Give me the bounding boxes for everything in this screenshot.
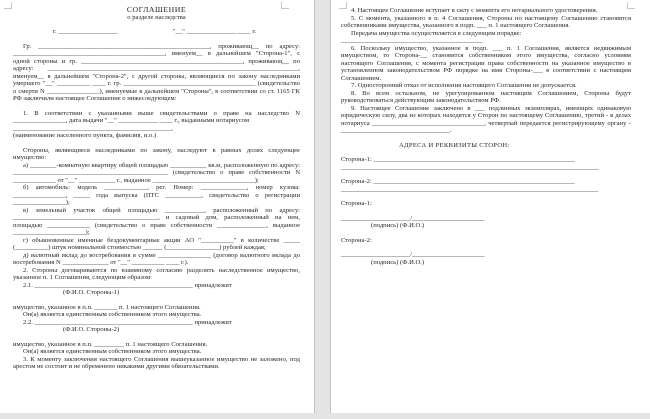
spacer (13, 103, 300, 110)
paragraph: Сторона-1: _____________________________________________________________ (341, 156, 575, 163)
paragraph: 4. Настоящее Соглашение вступает в силу с момента его нотариального удостоверения. (351, 7, 598, 14)
paragraph: 9. Настоящее Соглашение заключено в ___ подлинных экземплярах, имеющих одинаковую юридическую силу, два из которых находятся у Сторон по настоящему Соглашению, третий - в делах нотариуса __________________________________, четвертый передается регистрирующему органу - _________________________________. (341, 104, 631, 134)
paragraph: 1. В соответствии с указанными выше свидетельствами о праве на наследство N ________________, дата выдачи "__" ____________ ____ г., выданными нотариусом (13, 109, 300, 124)
paragraph: 2.2. ________________________________________________ принадлежит (23, 318, 232, 326)
spacer (341, 208, 631, 215)
spacer (341, 230, 631, 237)
blank-line: ______________________________________________________________________________ (341, 185, 599, 193)
field-caption: (подпись) (Ф.И.О.) (371, 222, 425, 229)
field-caption: (наименование населенного пункта, фамилия, и.о.) (13, 132, 157, 139)
paragraph: 5. С момента, указанного в п. 4 Соглашения, Стороны по настоящему Соглашению становятся собственниками имущества, указанного в подп. ___ п. 1 настоящего Соглашения. (341, 14, 631, 29)
spacer (13, 140, 300, 147)
signature-line: _____________________/______________________ (341, 214, 485, 222)
blank-line: ___________________________________________ (341, 37, 483, 44)
date-blank: "__" _______________ ____ г. (172, 28, 256, 35)
section-heading: АДРЕСА И РЕКВИЗИТЫ СТОРОН: (399, 141, 510, 149)
paragraph: 8. Во всем остальном, не урегулированном настоящим Соглашением, Стороны будут руководствоваться действующим законодательством РФ. (341, 89, 631, 104)
text-boundary-crop-mark (281, 2, 289, 9)
paragraph: в) земельный участок общей площадью ____________, расположенный по адресу: ____________________________________________, и садовый дом, расположенный на нем, площадью _____________ (свидетельство о праве собственности _______________, выданное ______________________); (13, 206, 300, 236)
spacer (13, 21, 300, 28)
spacer (13, 297, 300, 304)
spacer (13, 334, 300, 341)
field-caption: (подпись) (Ф.И.О.) (371, 258, 425, 266)
spacer (341, 193, 631, 200)
text-boundary-crop-mark (339, 2, 347, 9)
spacer (341, 171, 631, 178)
field-caption: (Ф.И.О. Стороны-2) (63, 326, 120, 333)
paragraph: Он(а) является единственным собственником этого имущества. (23, 311, 202, 318)
paragraph: Стороны, являющиеся наследниками по закону, наследуют в равных долях следующее имущество: (13, 146, 300, 161)
spacer (13, 36, 300, 43)
paragraph: 6. Поскольку имущество, указанное в подп. ___ п. 1 Соглашения, является недвижимым имуществом, то Сторона-__ становится собственником этого имущества, согласно условиям настоящего Соглашения, с момента регистрации права собственности на указанное имущество в установленном законодательством РФ порядке на имя Стороны-___ в соответствии с настоящим Соглашением. (341, 44, 631, 82)
paragraph: Сторона-1: (341, 200, 372, 207)
paragraph: Передача имущества осуществляется в следующем порядке: (351, 29, 522, 37)
doc-subtitle: о разделе наследства (127, 13, 186, 21)
document-page-1 (0, 0, 315, 413)
paragraph: б) автомобиль: модель _____________, рег. Номер: ______________, номер кузова: ________________, _____ года выпуска (ПТС ___________, свидетельство о регистрации ________________); (13, 184, 300, 206)
paragraph: г) обыкновенные именные бездокументарные акции АО "__________" в количестве _____ (__________) штук номинальной стоимостью ______ (________________) рублей каждая; (13, 236, 300, 251)
text-boundary-crop-mark (627, 2, 635, 9)
spacer (341, 149, 631, 156)
paragraph: имущество, указанное в п.п. _________ п. 1 настоящего Соглашения. (13, 340, 208, 348)
paragraph: имущество, указанное в п.п. _______ п. 1 настоящего Соглашения. (13, 303, 201, 311)
blank-line: ______________________________________________________________________________ (341, 163, 599, 171)
paragraph: 3. К моменту заключения настоящего Соглашения вышеуказанное имущество не заложено, под арестом не состоит и не обременено никакими другими обязательствами. (13, 355, 300, 370)
doc-title: СОГЛАШЕНИЕ (126, 5, 187, 14)
paragraph: 2. Стороны договариваются по взаимному согласию разделить наследственное имущество, указанное п. 1 Соглашения, следующим образом: (13, 266, 300, 281)
city-date-row (13, 28, 300, 36)
document-page-2 (330, 0, 650, 413)
paragraph: Сторона-2: _____________________________________________________________ (341, 178, 575, 185)
field-caption: (Ф.И.О. Стороны-1) (63, 289, 120, 296)
paragraph: д) валютный вклад до востребования в сумме ________________ (договор валютного вклада до востребования N ______________ от "__" __________ ____ г.). (13, 251, 300, 266)
text-boundary-crop-mark (4, 2, 12, 9)
blank-line: ________________________________________________, (13, 124, 173, 132)
paragraph: Гр. ____________________________________________________, проживающ__ по адресу: ______________________________________________, именуем__ в дальнейшем "Сторона-1", с одной стороны и гр. _________________________________________________, проживающ__ по адресу: ____________________________________________________________________________, именуем__ в дальнейшем "Сторона-2", с другой стороны, являющиеся по закону наследниками умершего "__" __________ ____ г. гр. ________________________________________ (свидетельство о смерти N ________________), именуемые в дальнейшем "Стороны", в соответствии со ст. 1165 ГК РФ заключили настоящее Соглашение о нижеследующем: (13, 42, 300, 102)
signature-line: _____________________/______________________ (341, 251, 485, 258)
paragraph: Он(а) является единственным собственником этого имущества. (23, 348, 202, 355)
paragraph: Сторона-2: (341, 236, 372, 244)
spacer (341, 135, 631, 142)
paragraph: 2.1. ________________________________________________ принадлежит (23, 281, 232, 289)
paragraph: а) ________-комнатную квартиру общей площадью ___________ кв.м, расположенную по адресу: _______________________________________________ (свидетельство о праве собственности N _____________ от "__" ___________ г., выданное _______________________________); (13, 161, 300, 184)
spacer (341, 244, 631, 251)
paragraph: 7. Односторонний отказ от исполнения настоящего Соглашения не допускается. (351, 82, 577, 89)
city-blank: г. __________________ (53, 28, 118, 35)
